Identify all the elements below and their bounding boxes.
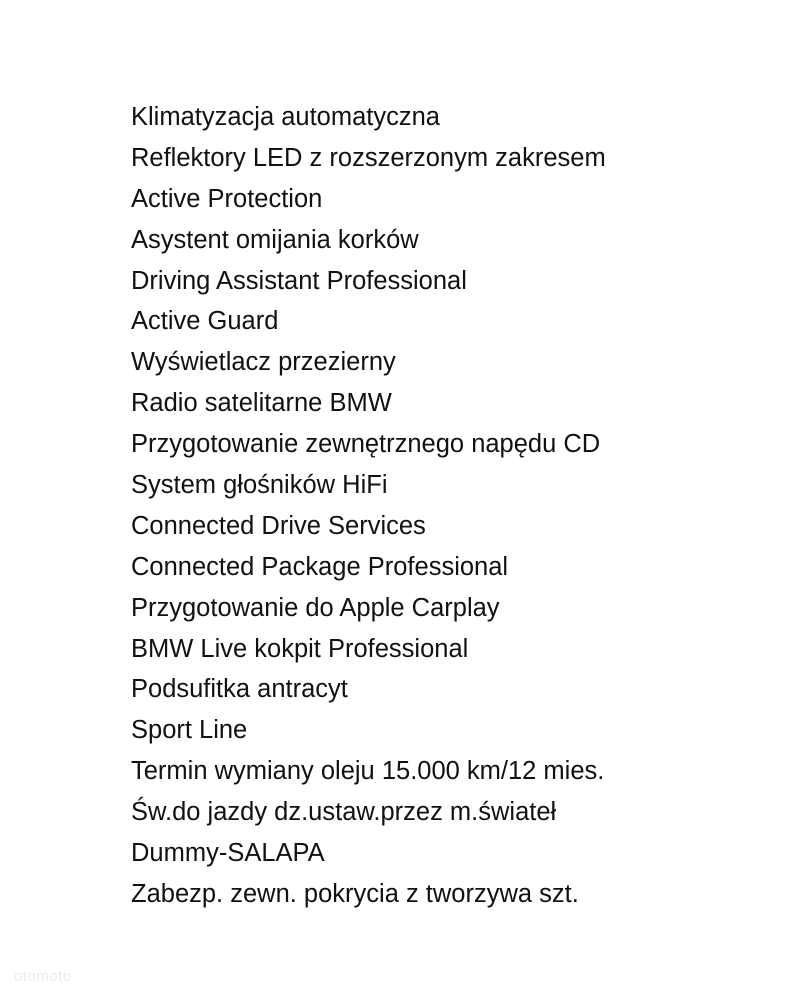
equipment-item: Termin wymiany oleju 15.000 km/12 mies. <box>131 757 605 786</box>
equipment-item: Wyświetlacz przezierny <box>131 348 396 377</box>
equipment-item: Driving Assistant Professional <box>131 266 467 295</box>
equipment-item: System głośników HiFi <box>131 471 388 500</box>
equipment-list <box>131 97 606 915</box>
equipment-item: Connected Package Professional <box>131 552 509 581</box>
equipment-item: Active Protection <box>131 184 323 213</box>
equipment-item: Radio satelitarne BMW <box>131 389 392 418</box>
equipment-item: Reflektory LED z rozszerzonym zakresem <box>131 143 606 172</box>
equipment-item: Sport Line <box>131 716 248 745</box>
equipment-item: BMW Live kokpit Professional <box>131 634 469 663</box>
equipment-item: Św.do jazdy dz.ustaw.przez m.świateł <box>131 798 557 827</box>
equipment-item: Zabezp. zewn. pokrycia z tworzywa szt. <box>131 879 579 908</box>
watermark-logo: otomoto <box>14 968 72 985</box>
equipment-item: Asystent omijania korków <box>131 225 419 254</box>
equipment-item: Connected Drive Services <box>131 511 426 540</box>
equipment-item: Klimatyzacja automatyczna <box>131 103 440 131</box>
equipment-item: Active Guard <box>131 307 279 336</box>
equipment-item: Dummy-SALAPA <box>131 839 325 868</box>
equipment-item: Przygotowanie zewnętrznego napędu CD <box>131 430 601 459</box>
equipment-item: Podsufitka antracyt <box>131 675 348 704</box>
equipment-item: Przygotowanie do Apple Carplay <box>131 593 500 622</box>
